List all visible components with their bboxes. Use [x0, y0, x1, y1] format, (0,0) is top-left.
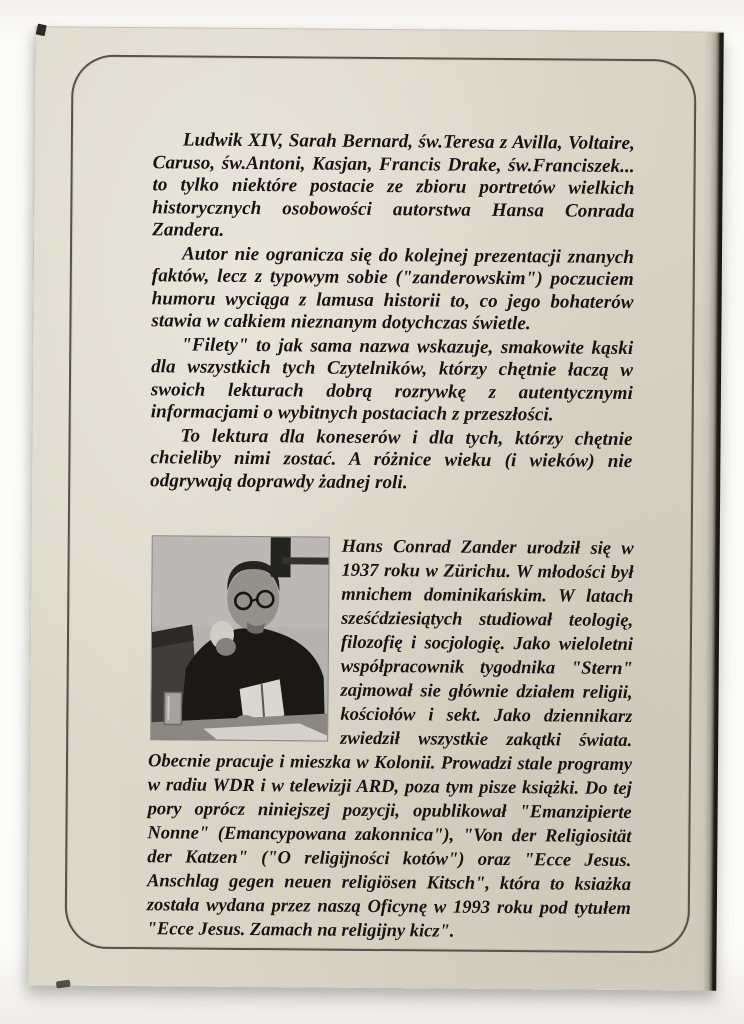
bio-text: Hans Conrad Zander urodził się w 1937 roku w Zürichu. W młodości był mnichem dominikańskim. W latach sześćdziesiątych studiował teologię, filozofię i socjologię. Jako wieloletni współpracownik tygodnika "Stern" zajmował sie głównie działem religii, kościołów i sekt. Jako dziennikarz zwiedził wszystkie zakątki świata. Obecnie pracuje i mieszka w Kolonii. Prowadzi stale programy w radiu WDR i w telewizji ARD, poza tym pisze książki. Do tej pory oprócz niniejszej pozycji, opublikował "Emanzipierte Nonne" (Emancypowana zakonnica"), "Von der Religiosität der Katzen" ("O religijności kotów") oraz "Ecce Jesus. Anschlag gegen neuen religiösen Kitsch", która to ksiażka została wydana przez naszą Oficynę w 1993 roku pod tytułem "Ecce Jesus. Zamach na religijny kicz".: [146, 536, 634, 942]
blurb-paragraph: Autor nie ogranicza się do kolejnej prezentacji znanych faktów, lecz z typowym sobie ("zanderowskim") poczuciem humoru wyciąga z lamusa historii to, co jego bohaterów stawia w całkiem nieznanym dotychczas świetle.: [151, 242, 635, 335]
author-photo: [151, 536, 329, 740]
blurb-paragraph: "Filety" to jak sama nazwa wskazuje, smakowite kąski dla wszystkich tych Czytelników, którzy chętnie łaczą w swoich lekturach dobrą rozrywkę z autentycznymi informacjami o wybitnych postaciach z przeszłości.: [150, 333, 634, 426]
corner-mark: [56, 980, 71, 989]
author-photo-illustration: [151, 536, 329, 740]
blurb-text-block: [150, 129, 635, 497]
page-edge-shadow: [696, 33, 724, 991]
bio-section: [147, 533, 634, 945]
blurb-paragraph: Ludwik XIV, Sarah Bernard, św.Teresa z Avilla, Voltaire, Caruso, św.Antoni, Kasjan, Francis Drake, św.Franciszek... to tylko niektóre postacie ze zbioru portretów wielkich historycznych osobowości autorstwa Hansa Conrada Zandera.: [152, 129, 635, 241]
corner-mark: [36, 24, 47, 37]
book-back-cover: [27, 26, 724, 990]
blurb-paragraph: To lektura dla koneserów i dla tych, którzy chętnie chcieliby nimi zostać. A różnice wieku (i wieków) nie odgrywają doprawdy żadnej roli.: [150, 424, 633, 493]
